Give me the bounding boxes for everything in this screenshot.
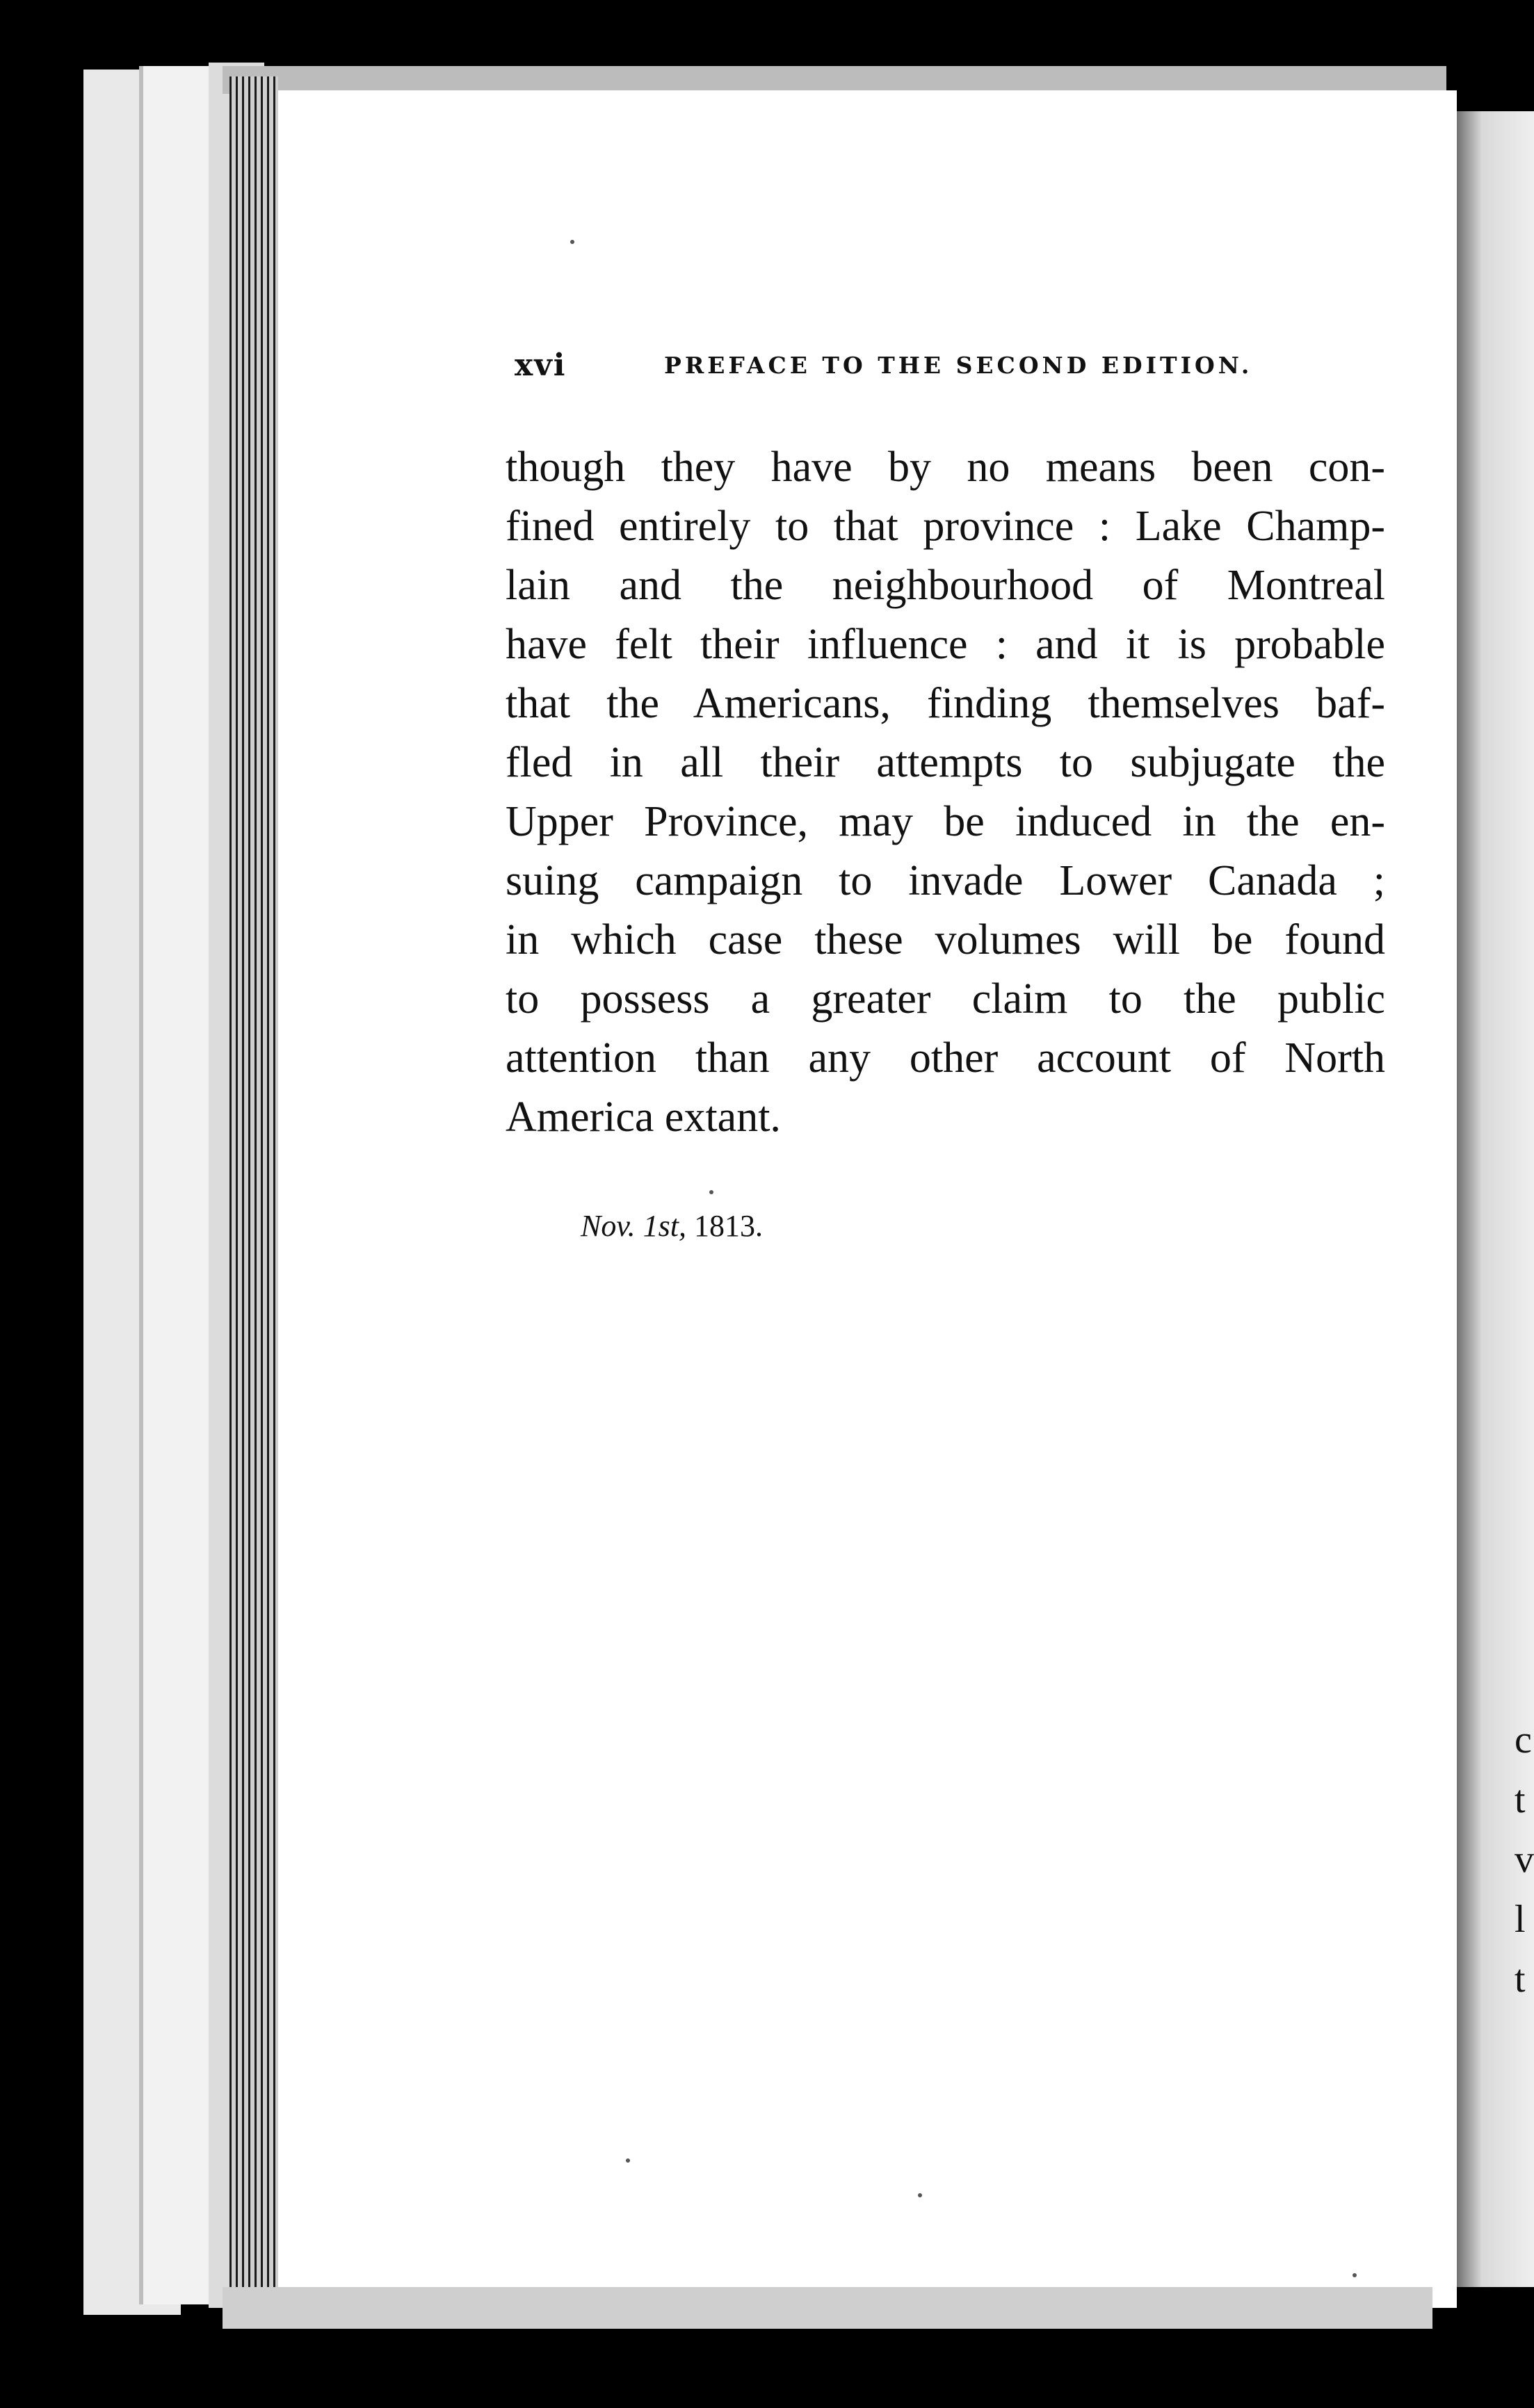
facing-letter: t [1515,1778,1526,1821]
bottom-page-edge [223,2287,1432,2329]
text-line: fined entirely to that province : Lake Champ- [506,503,1385,550]
paper-speck [570,240,574,244]
text-line: though they have by no means been con- [506,444,1385,491]
facing-letter: c [1515,1718,1532,1762]
top-page-edge [223,66,1446,94]
facing-letter: t [1515,1958,1526,2001]
text-line: suing campaign to invade Lower Canada ; [506,857,1385,904]
page-header [515,348,1279,396]
stacked-pages-edge [229,76,278,2287]
facing-letter: v [1515,1838,1534,1881]
book-page [275,90,1457,2308]
facing-letter: l [1515,1898,1526,1941]
paper-speck [709,1190,713,1194]
text-line: that the Americans, finding themselves baf- [506,680,1385,727]
running-head: PREFACE TO THE SECOND EDITION. [664,352,1253,379]
text-line: to possess a greater claim to the public [506,975,1385,1023]
dateline-day: 1st, [643,1209,686,1243]
text-line: fled in all their attempts to subjugate the [506,739,1385,786]
page-number: xvi [515,348,567,383]
text-line: have felt their influence : and it is probable [506,621,1385,668]
text-line: Upper Province, may be induced in the en- [506,798,1385,845]
dateline-year: 1813. [693,1209,763,1243]
paper-speck [626,2158,630,2163]
dateline-month: Nov. [581,1209,636,1243]
body-text [506,438,1385,1147]
dateline [581,1208,763,1244]
text-line: attention than any other account of North [506,1034,1385,1082]
facing-page-fragment [1515,1710,1534,2009]
text-line: in which case these volumes will be found [506,916,1385,963]
text-line: lain and the neighbourhood of Montreal [506,562,1385,609]
paper-speck [918,2193,922,2197]
text-line: America extant. [506,1093,781,1141]
paper-speck [1353,2273,1357,2277]
